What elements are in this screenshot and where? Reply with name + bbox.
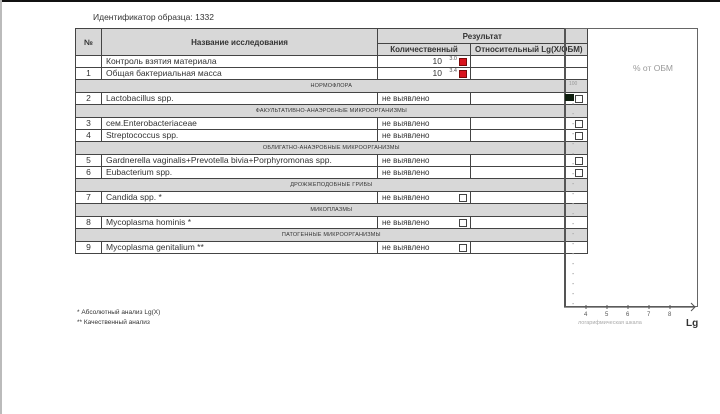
test-name: Общая бактериальная масса [102,68,378,80]
not-detected-text: не выявлено [382,156,430,165]
table-row [76,167,588,179]
not-detected-text: не выявлено [382,119,430,128]
section-label: ОБЛИГАТНО-АНАЭРОБНЫЕ МИКРООРГАНИЗМЫ [76,142,588,155]
not-detected-text: не выявлено [382,193,430,202]
y-guide-dot [573,153,574,154]
quantitative-result [378,56,471,68]
section-label: ПАТОГЕННЫЕ МИКРООРГАНИЗМЫ [76,229,588,242]
header-quantitative: Количественный [378,44,471,56]
y-guide-dot [573,133,574,134]
test-name: Candida spp. * [102,192,378,204]
not-detected-text: не выявлено [382,243,430,252]
x-tick-label: 7 [647,312,651,318]
y-guide-dot [573,143,574,144]
row-number: 8 [76,217,102,229]
y-guide-dot [573,193,574,194]
left-border [0,0,2,414]
x-tick-label: 5 [605,312,609,318]
x-tick-label: 8 [668,312,672,318]
table-row [76,192,588,204]
section-row [76,80,588,93]
y-guide-dot [573,183,574,184]
quantity-base: 10 [432,68,442,78]
quantitative-result [378,167,471,179]
section-row [76,229,588,242]
header-result: Результат [378,29,588,44]
x-axis-label: логарифмическая шкала [578,320,642,326]
quantitative-result [378,118,471,130]
section-label: НОРМОФЛОРА [76,80,588,93]
header-relative: Относительный Lg(X/ОБМ) [471,44,588,56]
section-row [76,204,588,217]
y-guide-dot [573,203,574,204]
table-row [76,217,588,229]
x-tick-label: 4 [584,312,588,318]
quantitative-result [378,68,471,80]
quantity-exponent: 3.0 [449,56,457,62]
not-detected-text: не выявлено [382,218,430,227]
y-guide-dot [573,213,574,214]
table-row [76,155,588,167]
checkbox-icon [459,219,467,227]
row-number [76,56,102,68]
red-marker-icon [459,58,467,66]
x-tick-label: 6 [626,312,630,318]
section-row [76,142,588,155]
top-border [0,0,720,2]
chart-title: % от ОБМ [633,63,673,73]
not-detected-text: не выявлено [382,168,430,177]
y-guide-dot [573,263,574,264]
row-number: 3 [76,118,102,130]
section-label: МИКОПЛАЗМЫ [76,204,588,217]
row-number: 2 [76,93,102,105]
y-guide-dot [573,123,574,124]
test-name: Streptococcus spp. [102,130,378,142]
test-name: Mycoplasma genitalium ** [102,242,378,254]
table-row [76,93,588,105]
checkbox-icon [459,244,467,252]
quantitative-result [378,192,471,204]
y-guide-dot [573,113,574,114]
quantitative-result [378,93,471,105]
quantity-base: 10 [432,56,442,66]
row-number: 7 [76,192,102,204]
y-guide-dot [573,273,574,274]
table-row [76,68,588,80]
test-name: Контроль взятия материала [102,56,378,68]
y-guide-dot [573,163,574,164]
red-marker-icon [459,70,467,78]
sample-id: Идентификатор образца: 1332 [93,12,215,22]
table-row [76,56,588,68]
table-row [76,130,588,142]
checkbox-icon [459,194,467,202]
not-detected-text: не выявлено [382,94,430,103]
footnotes [77,308,160,328]
chart-axis [560,95,720,335]
y-guide-dot [573,173,574,174]
section-row [76,179,588,192]
quantitative-result [378,130,471,142]
x-axis-unit: Lg [686,318,699,329]
results-table [75,28,588,254]
table-row [76,118,588,130]
test-name: Lactobacillus spp. [102,93,378,105]
row-number: 1 [76,68,102,80]
test-name: Eubacterium spp. [102,167,378,179]
y-guide-dot [573,303,574,304]
y-guide-dot [573,283,574,284]
quantitative-result [378,242,471,254]
header-number: № [76,29,102,56]
not-detected-text: не выявлено [382,131,430,140]
footnote-qualitative: ** Качественный анализ [77,319,150,326]
test-name: Mycoplasma hominis * [102,217,378,229]
y-guide-dot [573,253,574,254]
y-guide-dot [573,243,574,244]
section-label: ФАКУЛЬТАТИВНО-АНАЭРОБНЫЕ МИКРООРГАНИЗМЫ [76,105,588,118]
section-row [76,105,588,118]
row-number: 6 [76,167,102,179]
y-guide-dot [573,233,574,234]
table-row [76,242,588,254]
row-number: 9 [76,242,102,254]
test-name: Gardnerella vaginalis+Prevotella bivia+Porphyromonas spp. [102,155,378,167]
quantity-exponent: 3.4 [449,68,457,74]
section-label: ДРОЖЖЕПОДОБНЫЕ ГРИБЫ [76,179,588,192]
row-number: 5 [76,155,102,167]
y-guide-dot [573,223,574,224]
test-name: сем.Enterobacteriaceae [102,118,378,130]
y-guide-dot [573,103,574,104]
quantitative-result [378,155,471,167]
header-name: Название исследования [102,29,378,56]
y-tick-label: 100 [569,81,578,87]
footnote-absolute: * Абсолютный анализ Lg(X) [77,309,161,316]
row-number: 4 [76,130,102,142]
y-guide-dot [573,293,574,294]
quantitative-result [378,217,471,229]
